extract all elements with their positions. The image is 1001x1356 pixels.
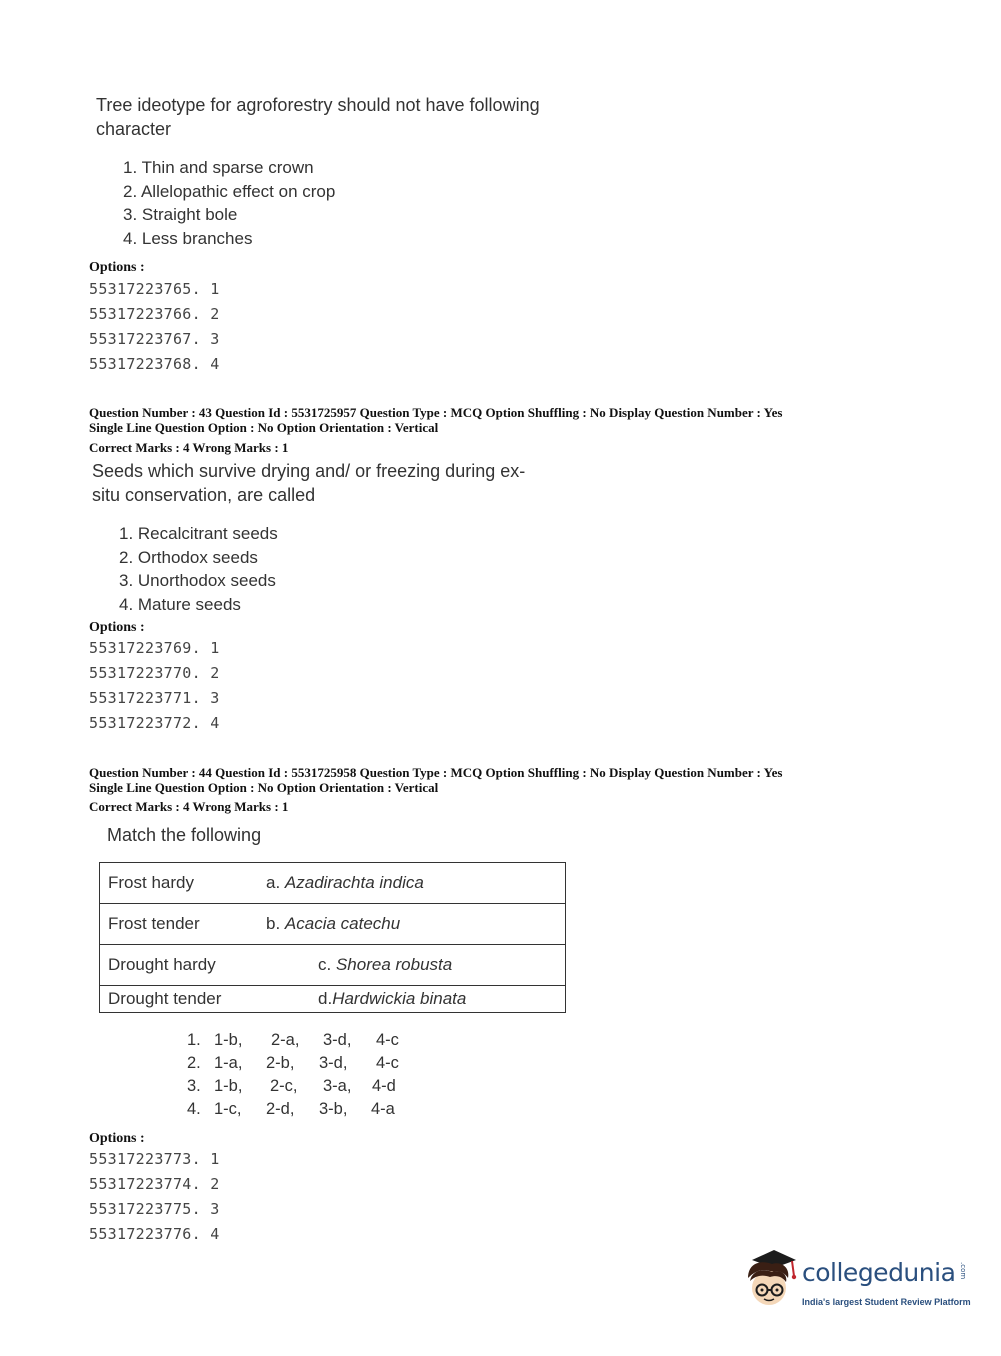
q44-choice-2-num: 2. [187,1054,201,1072]
q44-option-1: 55317223773. 1 [89,1150,220,1168]
q44-choice-4 [187,1098,399,1121]
q42-choice-1: 1. Thin and sparse crown [123,158,314,177]
q42-option-2: 55317223766. 2 [89,305,220,323]
match-row [100,863,566,904]
logo-wordmark: collegedunia [802,1258,956,1287]
match-right-2-prefix: b. [266,914,285,933]
q44-choice-3 [187,1075,399,1098]
q43-option-2: 55317223770. 2 [89,664,220,682]
q44-choice-4-d: 4-a [371,1100,395,1118]
q44-choice-2 [187,1052,399,1075]
logo-tagline: India's largest Student Review Platform [802,1297,971,1307]
match-right-2-name: Acacia catechu [284,914,401,933]
q44-choice-2-b: 2-b, [266,1054,295,1072]
q43-meta-line2: Single Line Question Option : No Option Orientation : Vertical [89,420,439,435]
q43-option-4: 55317223772. 4 [89,714,220,732]
match-left-3: Drought hardy [100,945,259,986]
q44-choice-1-num: 1. [187,1031,201,1049]
q43-text [92,459,525,507]
q43-choice-1: 1. Recalcitrant seeds [119,524,278,543]
q43-option-3: 55317223771. 3 [89,689,220,707]
q44-option-4: 55317223776. 4 [89,1225,220,1243]
q43-meta-line1: Question Number : 43 Question Id : 5531725957 Question Type : MCQ Option Shuffling : No Display Question Number : Yes [89,405,783,420]
match-right-3-prefix: c. [318,955,336,974]
q43-options-label: Options : [89,620,145,635]
match-left-1: Frost hardy [100,863,259,904]
q42-option-3: 55317223767. 3 [89,330,220,348]
collegedunia-logo[interactable] [742,1248,972,1318]
q44-option-2: 55317223774. 2 [89,1175,220,1193]
q42-choice-4: 4. Less branches [123,228,253,248]
q44-choice-4-a: 1-c, [214,1100,242,1118]
q42-text-line2: character [96,119,172,139]
q43-meta [89,405,782,435]
q42-choices [123,156,335,250]
q44-choice-1-c: 3-d, [323,1031,352,1049]
q44-choice-4-num: 4. [187,1100,201,1118]
q44-choice-3-b: 2-c, [270,1077,298,1095]
q43-options [89,636,220,736]
q44-options [89,1147,220,1247]
match-row [100,945,566,986]
match-row [100,904,566,945]
q44-choice-1-a: 1-b, [214,1031,243,1049]
q42-text [96,93,540,141]
match-left-4: Drought tender [100,986,259,1013]
q42-option-4: 55317223768. 4 [89,355,220,373]
q44-choice-1 [187,1029,399,1052]
q44-choice-3-num: 3. [187,1077,201,1095]
q44-option-3: 55317223775. 3 [89,1200,220,1218]
q44-marks: Correct Marks : 4 Wrong Marks : 1 [89,799,289,814]
q44-choices [187,1029,399,1121]
q44-choice-1-d: 4-c [376,1031,399,1049]
match-right-4-name: Hardwickia binata [332,989,467,1008]
q43-text-line2: situ conservation, are called [92,485,316,505]
q42-choice-3: 3. Straight bole [123,205,238,224]
q43-text-line1: Seeds which survive drying and/ or freezing during ex- [92,461,526,481]
q44-choice-3-d: 4-d [372,1077,396,1095]
q44-choice-3-a: 1-b, [214,1077,243,1095]
q42-options [89,277,220,377]
q44-choice-4-c: 3-b, [319,1100,348,1118]
match-table [99,862,566,1013]
q44-choice-3-c: 3-a, [323,1077,352,1095]
q43-choice-3: 3. Unorthodox seeds [119,571,276,590]
match-left-2: Frost tender [100,904,259,945]
match-right-4-prefix: d. [318,989,333,1008]
match-right-3 [258,945,566,986]
match-right-4 [258,986,566,1013]
q44-choice-2-a: 1-a, [214,1054,243,1072]
match-right-3-name: Shorea robusta [335,955,453,974]
q42-text-line1: Tree ideotype for agroforestry should not have following [96,95,540,115]
q44-choice-4-b: 2-d, [266,1100,295,1118]
match-right-1-name: Azadirachta indica [284,873,424,892]
match-right-1-prefix: a. [266,873,285,892]
q42-option-1: 55317223765. 1 [89,280,220,298]
q43-choices [119,522,278,616]
mascot-icon [742,1248,800,1314]
q44-meta-line1: Question Number : 44 Question Id : 5531725958 Question Type : MCQ Option Shuffling : No Display Question Number : Yes [89,765,783,780]
match-right-1 [258,863,566,904]
match-row [100,986,566,1013]
q43-option-1: 55317223769. 1 [89,639,220,657]
q44-meta-line2: Single Line Question Option : No Option Orientation : Vertical [89,780,439,795]
q44-meta [89,765,782,795]
match-right-2 [258,904,566,945]
q43-choice-2: 2. Orthodox seeds [119,547,258,567]
q44-options-label: Options : [89,1131,145,1146]
q42-choice-2: 2. Allelopathic effect on crop [123,181,336,201]
q43-marks: Correct Marks : 4 Wrong Marks : 1 [89,440,289,455]
q43-choice-4: 4. Mature seeds [119,594,241,614]
q44-choice-1-b: 2-a, [271,1031,300,1049]
logo-suffix: .com [959,1262,967,1280]
q44-title: Match the following [107,825,262,845]
q44-choice-2-c: 3-d, [319,1054,348,1072]
q42-options-label: Options : [89,260,145,275]
q44-choice-2-d: 4-c [376,1054,399,1072]
